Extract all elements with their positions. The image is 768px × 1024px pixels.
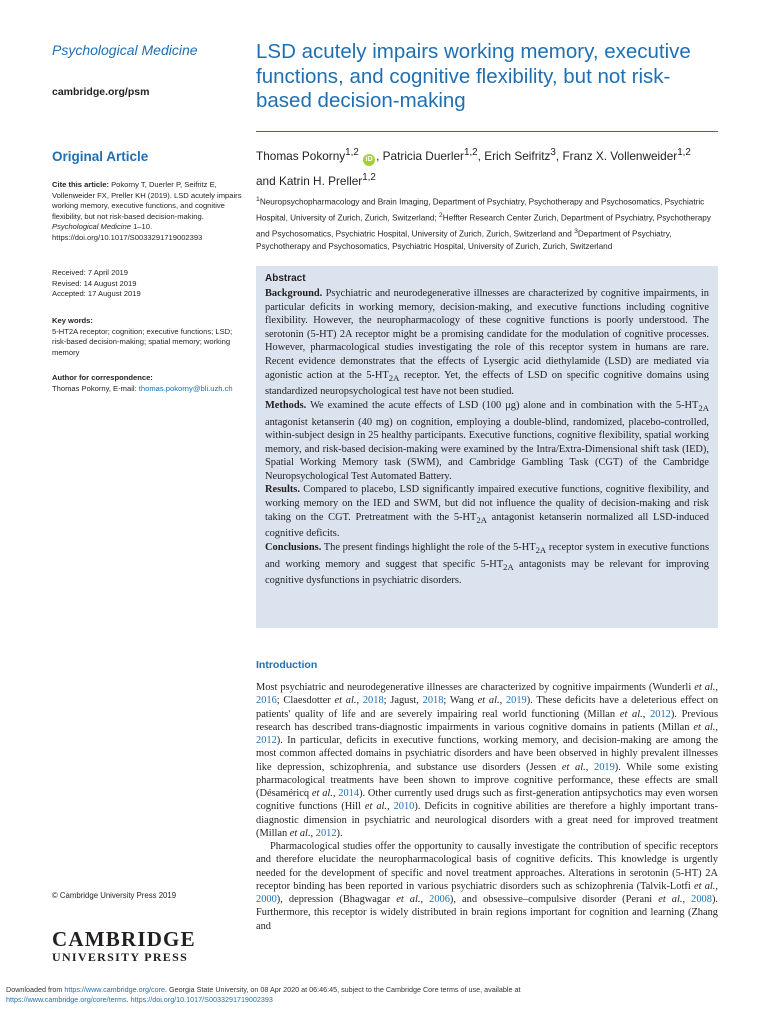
footer-link[interactable]: https://www.cambridge.org/core/terms — [6, 994, 127, 1004]
affiliation-sup: 3 — [574, 227, 578, 235]
et-al-text: et al. — [693, 880, 716, 892]
body-text-segment: , — [715, 721, 719, 733]
affiliations — [256, 193, 722, 254]
citation-link[interactable]: 2018 — [422, 695, 444, 707]
abstract-conclusions — [265, 541, 709, 588]
article-title: LSD acutely impairs working memory, executive functions, and cognitive flexibility, but not risk-based decision-making — [256, 40, 691, 112]
subscript: 2A — [388, 372, 400, 383]
abstract-text: antagonist ketanserin (40 mg) on cognition, employing a double-blind, randomized, placebo-controlled, within-subject design in 25 healthy participants. Executive functions, cognitive flexibility, spatial working memory, and risk-based decision-making were examined by the Intra/Extra-Dimensional shift task (IED), Spatial Working Memory task (SWM), and Cambridge Gambling Task (CGT) of the Cambridge Neuropsychological Test Automated Battery. — [265, 416, 709, 482]
cite-journal: Psychological Medicine — [52, 222, 131, 232]
affiliation-text: Neuropsychopharmacology and Brain Imaging, Department of Psychiatry, Psychotherapy and Psychosomatics, Psychiatric Hospital, University of Zurich, Zurich, Switzerland; — [256, 197, 705, 223]
citation-link[interactable]: 2016 — [256, 695, 277, 707]
footer-text: Downloaded from — [6, 985, 65, 994]
body-text-segment: ). — [336, 827, 343, 839]
body-text-segment: , — [715, 880, 719, 892]
et-al-text: et al. — [477, 695, 500, 707]
author-affiliation-sup: 3 — [550, 147, 556, 158]
correspondence-email-link[interactable]: thomas.pokorny@bli.uzh.ch — [138, 383, 233, 393]
journal-name: Psychological Medicine — [52, 42, 198, 58]
article-type: Original Article — [52, 149, 149, 164]
abstract-text: The present findings highlight the role of the 5-HT — [323, 541, 536, 553]
abstract-section-label: Results. — [265, 484, 300, 496]
body-text-segment: Most psychiatric and neurodegenerative illnesses are characterized by cognitive impairments (Wunderli — [256, 682, 695, 693]
author-affiliation-sup: 1,2 — [677, 147, 691, 158]
author-list — [256, 142, 726, 192]
abstract-text: Psychiatric and neurodegenerative illnesses are characterized by cognitive impairments, in particular deficits in working memory, decision-making, and executive functions including cognitive flexibility. However, the neuropharmacology of these cognitive functions is poorly understood. The serotonin (5-HT) 2A receptor might be a promising candidate for the modulation of cognitive processes. However, pharmacological studies investigating the role of this receptor system in humans are rare. Recent evidence demonstrates that the effects of Lysergic acid diethylamide (LSD) are mediated via agonistic action at the 5-HT — [265, 288, 709, 381]
et-al-text: et al. — [619, 708, 643, 720]
abstract-background — [265, 287, 709, 399]
subscript: 2A — [535, 545, 547, 555]
title-divider — [256, 131, 718, 132]
et-al-text: et al. — [311, 788, 333, 799]
citation-link[interactable]: 2008 — [691, 894, 712, 905]
cambridge-logo — [52, 928, 196, 964]
abstract-text: receptor. Yet, the effects of LSD on specific cognitive domains using standardized neuropsychological test have not been studied. — [265, 369, 709, 398]
body-text-segment: , — [387, 801, 394, 813]
abstract-box — [256, 266, 718, 628]
author-affiliation-sup: 1,2 — [345, 147, 359, 158]
cite-text: Pokorny T, Duerler P, Seifritz E, Vollenweider FX, Preller KH (2019). LSD acutely impairs working memory, executive functions, and cognitive flexibility, but not risk-based decision-making. — [52, 180, 242, 221]
abstract-section-label: Background. — [265, 288, 323, 299]
body-text-segment: , — [356, 695, 363, 707]
body-text-segment: Pharmacological studies offer the opportunity to causally investigate the contribution of specific receptors and therefore elucidate the neuropharmacological basis of cognitive deficits. This knowledge is urgently needed for the development of specific and novel treatment approaches. Alterations in serotonin (5-HT) 2A receptor binding has been reported in various psychiatric disorders such as schizophrenia (Talvik-Lotfi — [256, 841, 718, 892]
author-name: and Katrin H. Preller — [256, 173, 363, 188]
author-affiliation-sup: 1,2 — [463, 147, 478, 158]
body-text-segment: , — [715, 682, 718, 693]
download-footer — [6, 985, 746, 1004]
section-heading-introduction: Introduction — [256, 659, 318, 671]
subscript: 2A — [476, 514, 487, 525]
abstract-section-label: Conclusions. — [265, 541, 322, 553]
author-affiliation-sup: 1,2 — [362, 171, 376, 183]
body-text-segment: , — [642, 708, 651, 720]
introduction-body — [256, 681, 718, 933]
footer-doi-link[interactable]: https://doi.org/10.1017/S0033291719002393 — [130, 994, 273, 1004]
abstract-text: Compared to placebo, LSD significantly impaired executive functions, cognitive flexibility, and working memory on the IED and SWM, but did not influence the quality of decision-making and risk taking on the CGT. Pretreatment with the 5-HT — [265, 484, 709, 523]
body-paragraph — [256, 681, 718, 840]
et-al-text: et al. — [364, 801, 388, 813]
body-text-segment: ). Furthermore, this receptor is widely distributed in brain regions important for cognition and learning (Zhang and — [256, 894, 718, 932]
body-text-segment: ). Deficits in cognitive abilities are therefore a highly important trans-diagnostic dimension in psychiatric and neurological disorders with a great need for improved treatment (Millan — [256, 801, 718, 839]
footer-link[interactable]: https://www.cambridge.org/core — [64, 985, 166, 994]
body-paragraph — [256, 840, 718, 933]
et-al-text: et al. — [658, 894, 683, 905]
footer-text: . Georgia State University, on 08 Apr 2020 at 06:46:45, subject to the Cambridge Core terms of use, available at — [165, 985, 521, 994]
citation-link[interactable]: 2010 — [393, 801, 415, 813]
subscript: 2A — [698, 402, 709, 413]
body-text-segment: ), and obsessive–compulsive disorder (Perani — [449, 894, 659, 905]
abstract-text: antagonists may be relevant for improving cognitive dysfunctions in psychiatric disorders. — [265, 558, 709, 587]
body-text-segment: ), depression (Bhagwagar — [276, 894, 397, 905]
logo-main-text: CAMBRIDGE — [52, 927, 196, 951]
affiliation-sup: 1 — [256, 196, 260, 203]
keywords-block — [52, 316, 242, 358]
body-text-segment: , — [310, 827, 316, 839]
author-name: , Franz X. Vollenweider — [555, 148, 678, 163]
body-text-segment: , — [682, 894, 692, 905]
copyright: © Cambridge University Press 2019 — [52, 891, 177, 900]
author-name: , Patricia Duerler — [376, 148, 464, 163]
et-al-text: et al. — [334, 695, 357, 707]
body-text-segment: ). While some existing pharmacological treatments have been shown to improve cognitive performance, these effects are small (Désaméricq — [256, 761, 718, 799]
logo-sub-text: UNIVERSITY PRESS — [52, 950, 189, 964]
body-text-segment: , — [499, 695, 506, 707]
dates-block — [52, 268, 242, 300]
footer-text: . — [126, 994, 131, 1004]
body-text-segment: , — [332, 788, 339, 799]
affiliation-text: Department of Psychiatry, Psychotherapy and Psychosomatics, Psychiatric Hospital, University of Zurich, Zurich, Switzerland — [256, 229, 672, 252]
body-text-segment: ). Previous research has described trans-diagnostic impairments in various cognitive domains in patients (Millan — [256, 708, 718, 733]
abstract-results — [265, 483, 709, 540]
abstract-methods — [265, 399, 709, 484]
body-text-segment: ; Claesdotter — [276, 695, 335, 707]
citation-link[interactable]: 2000 — [256, 894, 277, 905]
et-al-text: et al. — [693, 721, 716, 733]
et-al-text: et al. — [396, 894, 421, 905]
affiliation-sup: 2 — [438, 211, 443, 219]
author-name: , Erich Seifritz — [477, 148, 551, 163]
cite-doi: 1–10. https://doi.org/10.1017/S0033291719002393 — [52, 222, 203, 242]
abstract-text: receptor system in executive functions and working memory and suggest that specific 5-HT — [265, 541, 709, 570]
abstract-heading: Abstract — [265, 273, 306, 284]
date-received: Received: 7 April 2019 — [52, 268, 128, 277]
et-al-text: et al. — [561, 761, 586, 773]
correspondence-block — [52, 373, 242, 394]
abstract-text: antagonist ketanserin normalized all LSD-induced cognitive deficits. — [265, 511, 709, 540]
date-accepted: Accepted: 17 August 2019 — [52, 289, 141, 299]
citation-link[interactable]: 2014 — [338, 788, 360, 799]
correspondence-text: Thomas Pokorny, E-mail: — [52, 383, 139, 393]
citation-link[interactable]: 2012 — [650, 708, 671, 720]
affiliation-text: Heffter Research Center Zurich, Department of Psychiatry, Psychotherapy and Psychosomatics, Psychiatric Hospital, University of Zurich, Zurich, Switzerland and — [256, 213, 711, 239]
keywords-label: Key words: — [52, 316, 93, 325]
body-text-segment: ). These deficits have a deleterious effect on patients' quality of life and are severely impairing real world functioning (Millan — [256, 695, 719, 720]
et-al-text: et al. — [289, 827, 311, 839]
citation-link[interactable]: 2012 — [315, 827, 337, 839]
correspondence-label: Author for correspondence: — [52, 373, 153, 382]
et-al-text: et al. — [694, 682, 716, 693]
orcid-icon[interactable]: iD — [363, 154, 375, 166]
citation-link[interactable]: 2019 — [594, 761, 615, 773]
keywords-text: 5-HT2A receptor; cognition; executive functions; LSD; risk-based decision-making; spatial memory; working memory — [52, 326, 233, 357]
citation-link[interactable]: 2019 — [505, 695, 527, 707]
abstract-section-label: Methods. — [265, 399, 307, 411]
body-text-segment: , — [420, 894, 430, 905]
body-text-segment: ; Wang — [443, 695, 478, 707]
body-text-segment: ). In particular, deficits in executive functions, working memory, and decision-making are among the most common affected domains in psychiatric disorders and have been observed in highly prevalent illnesses like depression, schizophrenia, and substance use disorders (Jessen — [256, 735, 718, 773]
subscript: 2A — [503, 561, 514, 572]
citation-link[interactable]: 2012 — [256, 735, 277, 746]
abstract-text: We examined the acute effects of LSD (100 μg) alone and in combination with the 5-HT — [310, 399, 699, 411]
author-name: Thomas Pokorny — [256, 148, 346, 163]
body-text-segment: ; Jagust, — [383, 695, 423, 707]
journal-url[interactable]: cambridge.org/psm — [52, 86, 150, 98]
citation-link[interactable]: 2018 — [362, 695, 384, 707]
body-text-segment: , — [585, 761, 595, 773]
body-text-segment: ). Other currently used drugs such as first-generation antipsychotics may even worsen cognitive functions (Hill — [256, 788, 718, 813]
cite-label: Cite this article: — [52, 180, 109, 189]
date-revised: Revised: 14 August 2019 — [52, 278, 137, 288]
cite-block — [52, 180, 242, 244]
citation-link[interactable]: 2006 — [429, 894, 450, 905]
